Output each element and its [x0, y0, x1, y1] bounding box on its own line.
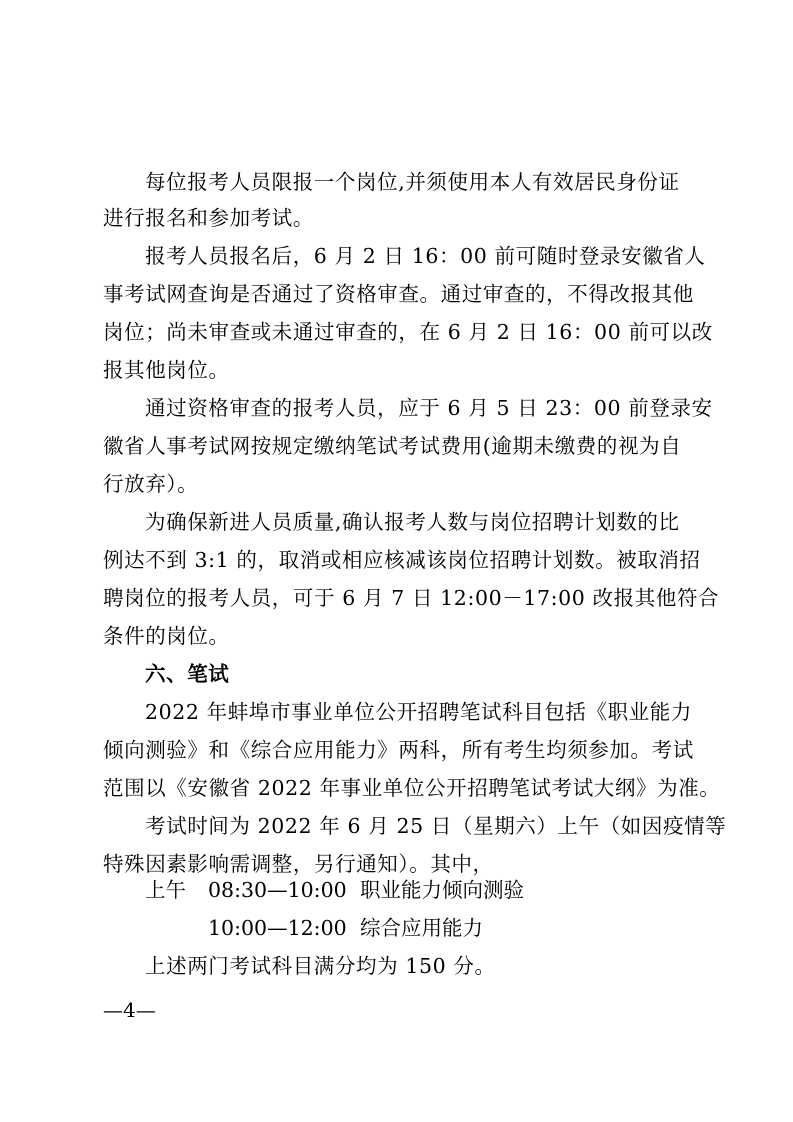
- paragraph-line: 例达不到 3:1 的，取消或相应核减该岗位招聘计划数。被取消招: [103, 548, 701, 572]
- paragraph-line: 报其他岗位。: [103, 358, 230, 382]
- paragraph-line: 岗位；尚未审查或未通过审查的，在 6 月 2 日 16：00 前可以改: [103, 320, 713, 344]
- paragraph-line: 聘岗位的报考人员，可于 6 月 7 日 12:00－17:00 改报其他符合: [103, 586, 720, 610]
- paragraph-line: 为确保新进人员质量,确认报考人数与岗位招聘计划数的比: [145, 510, 680, 534]
- paragraph-line: 通过资格审查的报考人员，应于 6 月 5 日 23：00 前登录安: [145, 396, 713, 420]
- paragraph-line: 条件的岗位。: [103, 624, 230, 648]
- paragraph-line: 2022 年蚌埠市事业单位公开招聘笔试科目包括《职业能力: [145, 700, 692, 724]
- schedule-period: 上午: [145, 878, 186, 902]
- paragraph-line: 进行报名和参加考试。: [103, 206, 314, 230]
- schedule-subject: 职业能力倾向测验: [360, 878, 524, 902]
- paragraph-line: 考试时间为 2022 年 6 月 25 日（星期六）上午（如因疫情等: [145, 814, 727, 838]
- paragraph-line: 报考人员报名后，6 月 2 日 16：00 前可随时登录安徽省人: [145, 244, 706, 268]
- paragraph-line: 行放弃）。: [103, 472, 199, 496]
- schedule-time: 08:30—10:00: [208, 878, 347, 902]
- paragraph-line: 倾向测验》和《综合应用能力》两科，所有考生均须参加。考试: [103, 738, 694, 762]
- paragraph-line: 特殊因素影响需调整，另行通知）。其中，: [103, 852, 494, 876]
- paragraph-line: 范围以《安徽省 2022 年事业单位公开招聘笔试考试大纲》为准。: [103, 776, 721, 800]
- paragraph-line: 徽省人事考试网按规定缴纳笔试考试费用(逾期未缴费的视为自: [103, 434, 682, 458]
- paragraph-line: 事考试网查询是否通过了资格审查。通过审查的，不得改报其他: [103, 282, 694, 306]
- score-note: 上述两门考试科目满分均为 150 分。: [145, 954, 496, 978]
- paragraph-line: 每位报考人员限报一个岗位,并须使用本人有效居民身份证: [145, 170, 680, 194]
- schedule-time: 10:00—12:00: [208, 916, 347, 940]
- page-number: —4—: [103, 998, 156, 1022]
- section-heading: 六、笔试: [145, 662, 230, 686]
- schedule-subject: 综合应用能力: [360, 916, 483, 940]
